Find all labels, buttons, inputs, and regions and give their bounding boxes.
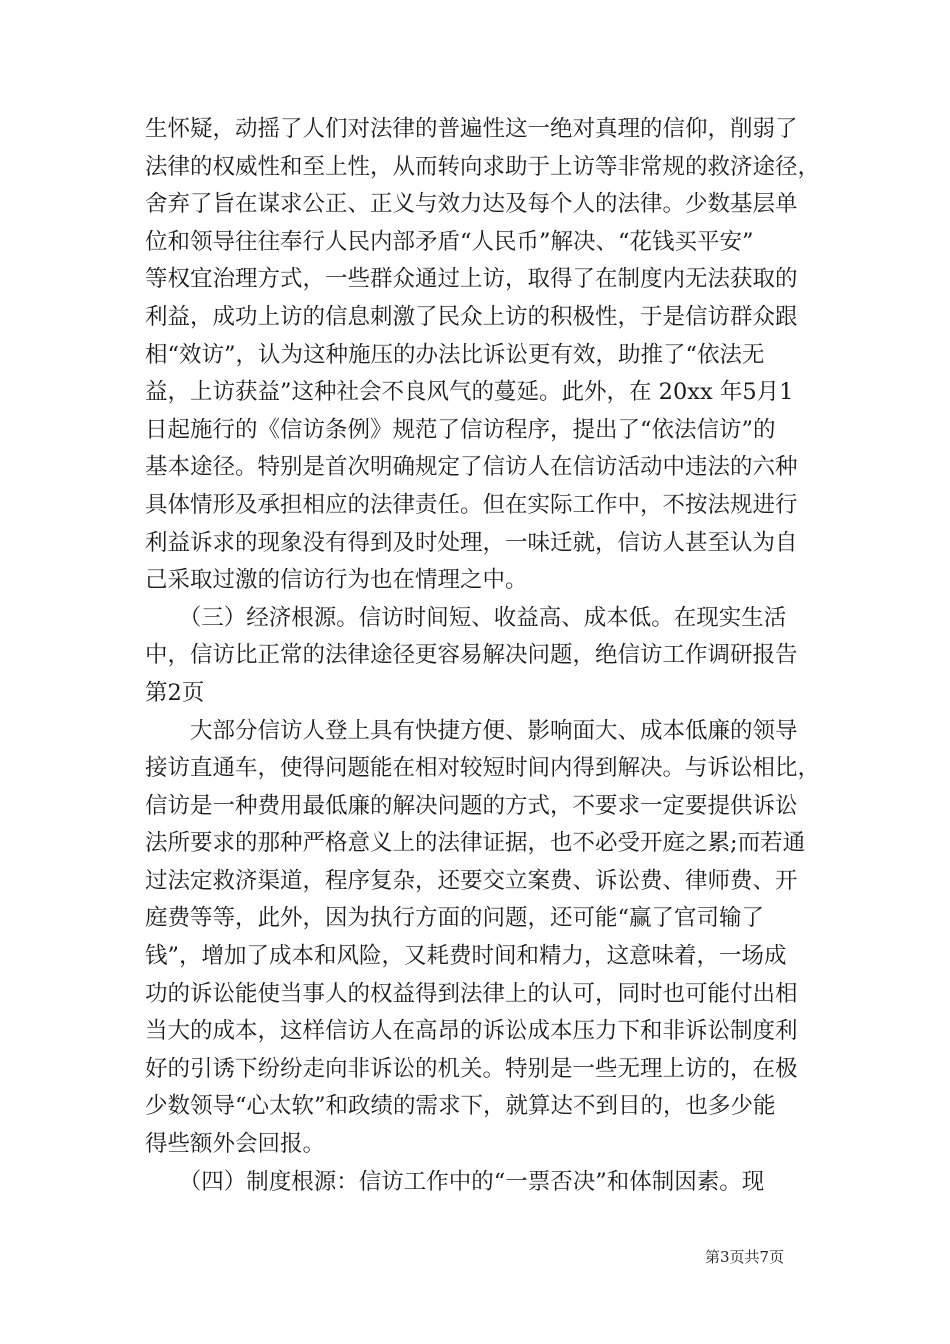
text-line: 利益诉求的现象没有得到及时处理，一味迁就，信访人甚至认为自	[145, 529, 798, 556]
text-line: 己采取过激的信访行为也在情理之中。	[145, 567, 528, 594]
text-line: 过法定救济渠道，程序复杂，还要交立案费、诉讼费、律师费、开	[145, 867, 798, 894]
text-line: 得些额外会回报。	[145, 1131, 326, 1158]
body-text	[145, 111, 820, 1201]
text-line: 功的诉讼能使当事人的权益得到法律上的认可，同时也可能付出相	[145, 980, 798, 1007]
text-line: 好的引诱下纷纷走向非诉讼的机关。特别是一些无理上访的，在极	[145, 1055, 798, 1082]
text-line: 法律的权威性和至上性，从而转向求助于上访等非常规的救济途径，	[145, 153, 820, 180]
text-line: 当大的成本，这样信访人在高昂的诉讼成本压力下和非诉讼制度利	[145, 1018, 798, 1045]
text-line: 大部分信访人登上具有快捷方便、影响面大、成本低廉的领导	[145, 717, 798, 744]
text-line: 信访是一种费用最低廉的解决问题的方式，不要求一定要提供诉讼	[145, 792, 798, 819]
text-line: 舍弃了旨在谋求公正、正义与效力达及每个人的法律。少数基层单	[145, 191, 798, 218]
text-line: 相“效访”，认为这种施压的办法比诉讼更有效，助推了“依法无	[145, 341, 765, 368]
text-line: 钱”，增加了成本和风险，又耗费时间和精力，这意味着，一场成	[145, 943, 787, 970]
text-line: （四）制度根源：信访工作中的“一票否决”和体制因素。现	[145, 1168, 765, 1195]
text-line: 日起施行的《信访条例》规范了信访程序，提出了“依法信访”的	[145, 416, 776, 443]
text-line: 庭费等等，此外，因为执行方面的问题，还可能“赢了官司输了	[145, 905, 765, 932]
text-line: 利益，成功上访的信息刺激了民众上访的积极性，于是信访群众跟	[145, 303, 798, 330]
text-line: 生怀疑，动摇了人们对法律的普遍性这一绝对真理的信仰，削弱了	[145, 116, 798, 142]
text-line: 中，信访比正常的法律途径更容易解决问题，绝信访工作调研报告	[145, 642, 798, 669]
text-line: 接访直通车，使得问题能在相对较短时间内得到解决。与诉讼相比，	[145, 755, 820, 782]
text-line: 具体情形及承担相应的法律责任。但在实际工作中，不按法规进行	[145, 491, 798, 518]
text-line: 少数领导“心太软”和政绩的需求下，就算达不到目的，也多少能	[145, 1093, 776, 1120]
text-line: （三）经济根源。信访时间短、收益高、成本低。在现实生活	[145, 604, 787, 631]
text-line: 益，上访获益”这种社会不良风气的蔓延。此外，在 20xx 年5月1	[145, 379, 794, 406]
text-line: 位和领导往往奉行人民内部矛盾“人民币”解决、“花钱买平安”	[145, 228, 754, 255]
text-line: 法所要求的那种严格意义上的法律证据，也不必受开庭之累;而若通	[145, 830, 806, 857]
text-line: 基本途径。特别是首次明确规定了信访人在信访活动中违法的六种	[145, 454, 798, 481]
text-line: 等权宜治理方式，一些群众通过上访，取得了在制度内无法获取的	[145, 266, 798, 293]
text-line: 第2页	[145, 679, 205, 706]
page-footer: 第3页共7页	[705, 1248, 785, 1266]
